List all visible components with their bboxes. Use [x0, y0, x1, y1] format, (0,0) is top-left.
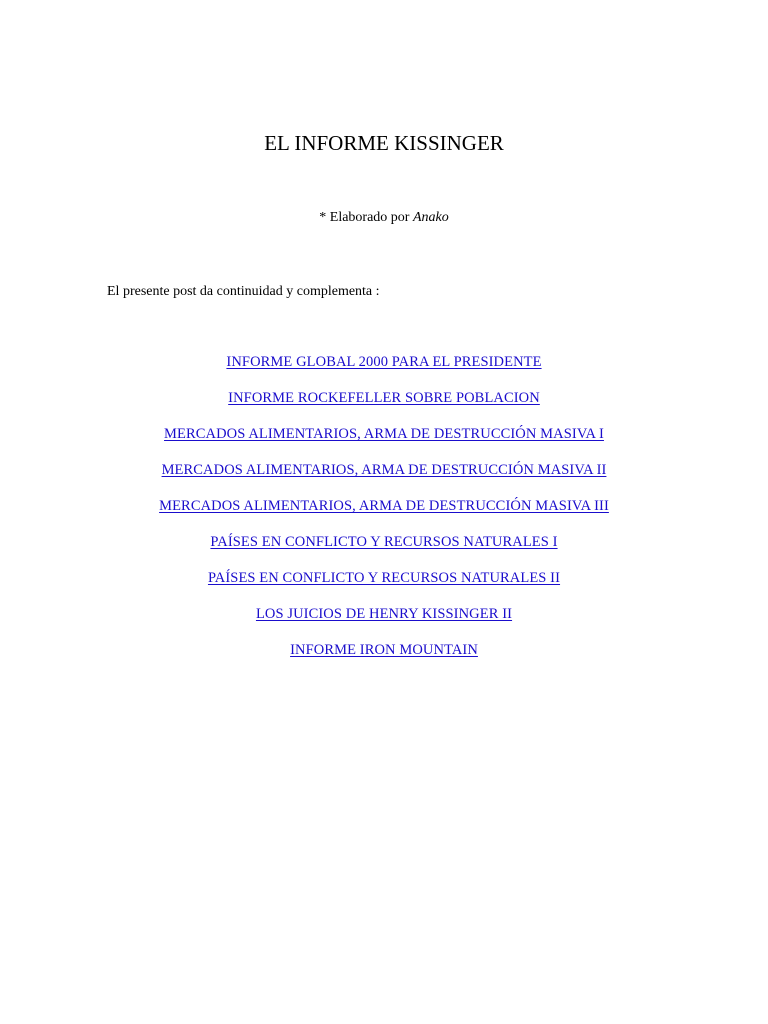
- document-title: EL INFORME KISSINGER: [264, 131, 504, 155]
- list-item: [0, 460, 768, 496]
- byline: [0, 209, 768, 227]
- related-link[interactable]: MERCADOS ALIMENTARIOS, ARMA DE DESTRUCCIÓN MASIVA III: [159, 498, 609, 514]
- list-item: [0, 424, 768, 460]
- related-link[interactable]: MERCADOS ALIMENTARIOS, ARMA DE DESTRUCCIÓN MASIVA I: [164, 426, 604, 442]
- list-item: [0, 352, 768, 388]
- intro-paragraph: El presente post da continuidad y complementa :: [107, 284, 380, 299]
- related-link[interactable]: INFORME ROCKEFELLER SOBRE POBLACION: [228, 390, 540, 406]
- list-item: [0, 496, 768, 532]
- byline-prefix: * Elaborado por: [319, 210, 413, 225]
- list-item: [0, 640, 768, 676]
- related-link[interactable]: INFORME IRON MOUNTAIN: [290, 642, 478, 658]
- list-item: [0, 388, 768, 424]
- related-link[interactable]: LOS JUICIOS DE HENRY KISSINGER II: [255, 606, 513, 622]
- byline-author: Anako: [412, 210, 449, 225]
- related-link[interactable]: PAÍSES EN CONFLICTO Y RECURSOS NATURALES I: [210, 534, 558, 550]
- related-link[interactable]: MERCADOS ALIMENTARIOS, ARMA DE DESTRUCCIÓN MASIVA II: [161, 462, 607, 478]
- list-item: [0, 568, 768, 604]
- related-links-list: [0, 352, 768, 676]
- related-link[interactable]: INFORME GLOBAL 2000 PARA EL PRESIDENTE: [226, 354, 542, 370]
- list-item: [0, 532, 768, 568]
- list-item: [0, 604, 768, 640]
- related-link[interactable]: PAÍSES EN CONFLICTO Y RECURSOS NATURALES II: [207, 570, 561, 586]
